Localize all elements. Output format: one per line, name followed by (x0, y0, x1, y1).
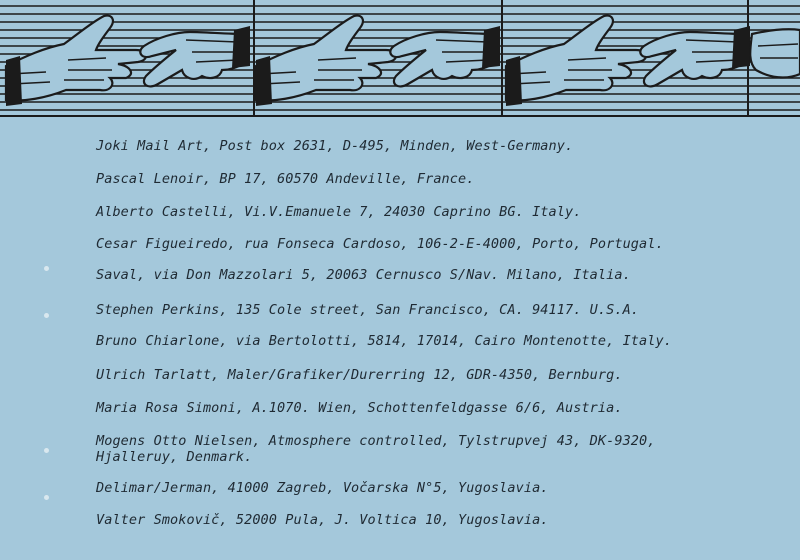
address-line: Ulrich Tarlatt, Maler/Grafiker/Durerring 12, GDR-4350, Bernburg. (96, 367, 623, 383)
address-line: Valter Smokovič, 52000 Pula, J. Voltica 10, Yugoslavia. (96, 512, 549, 528)
address-line: Alberto Castelli, Vi.V.Emanuele 7, 24030 Caprino BG. Italy. (96, 204, 582, 220)
punch-hole (44, 313, 49, 318)
address-line: Joki Mail Art, Post box 2631, D-495, Minden, West-Germany. (96, 138, 574, 154)
handshake-banner-icon (0, 0, 800, 118)
address-line: Delimar/Jerman, 41000 Zagreb, Vočarska N°5, Yugoslavia. (96, 480, 549, 496)
punch-hole (44, 448, 49, 453)
punch-hole (44, 495, 49, 500)
address-line: Pascal Lenoir, BP 17, 60570 Andeville, France. (96, 171, 475, 187)
address-line: Maria Rosa Simoni, A.1070. Wien, Schottenfeldgasse 6/6, Austria. (96, 400, 623, 416)
address-line: Saval, via Don Mazzolari 5, 20063 Cernusco S/Nav. Milano, Italia. (96, 267, 631, 283)
punch-hole (44, 266, 49, 271)
address-line: Mogens Otto Nielsen, Atmosphere controlled, Tylstrupvej 43, DK-9320, Hjalleruy, Denmark. (96, 433, 656, 465)
address-line: Cesar Figueiredo, rua Fonseca Cardoso, 106-2-E-4000, Porto, Portugal. (96, 236, 664, 252)
address-line: Bruno Chiarlone, via Bertolotti, 5814, 17014, Cairo Montenotte, Italy. (96, 333, 672, 349)
address-line: Stephen Perkins, 135 Cole street, San Francisco, CA. 94117. U.S.A. (96, 302, 640, 318)
